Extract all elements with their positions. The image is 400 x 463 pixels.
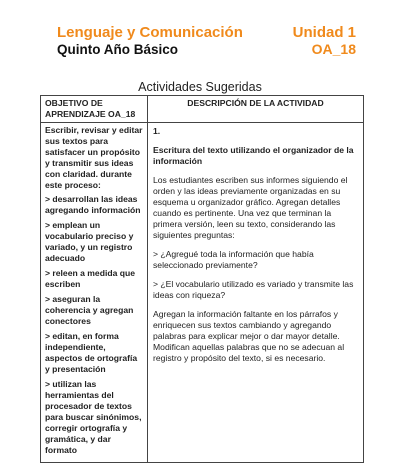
objective-item: > emplean un vocabulario preciso y variado, y un registro adecuado — [45, 220, 134, 263]
objective-intro: Escribir, revisar y editar sus textos para satisfacer un propósito y transmitir sus ideas con claridad. durante este proceso: — [45, 125, 143, 190]
activity-column-header: DESCRIPCIÓN DE LA ACTIVIDAD — [148, 96, 364, 123]
objective-column-header: OBJETIVO DE APRENDIZAJE OA_18 — [41, 96, 148, 123]
table-header-row — [41, 96, 364, 123]
objective-item: > utilizan las herramientas del procesador de textos para buscar sinónimos, corregir ortografía y gramática, y dar formato — [45, 379, 142, 455]
subject-title: Lenguaje y Comunicación — [57, 24, 243, 41]
objective-cell — [41, 123, 148, 463]
activity-question: > ¿Agregué toda la información que había seleccionado previamente? — [153, 249, 314, 270]
activity-cell — [148, 123, 364, 463]
objective-item: > aseguran la coherencia y agregan conectores — [45, 294, 134, 326]
table-row — [41, 123, 364, 463]
objective-item: > desarrollan las ideas agregando información — [45, 194, 141, 215]
header-left — [57, 24, 243, 58]
unit-label: Unidad 1 — [292, 24, 356, 41]
objective-code: OA_18 — [311, 41, 356, 57]
activity-question: > ¿El vocabulario utilizado es variado y transmite las ideas con riqueza? — [153, 279, 354, 300]
objective-item: > releen a medida que escriben — [45, 268, 136, 289]
objective-item: > editan, en forma independiente, aspectos de ortografía y presentación — [45, 331, 138, 374]
grade-label: Quinto Año Básico — [57, 42, 178, 57]
activities-table — [40, 95, 364, 463]
activity-paragraph: Los estudiantes escriben sus informes siguiendo el orden y las ideas previamente organizadas en su esquema u organizador gráfico. Agregan detalles cuando es pertinente. Una vez que terminan la primera versión, leen su texto, considerando las siguientes preguntas: — [153, 175, 348, 240]
section-title: Actividades Sugeridas — [138, 80, 262, 94]
activity-number: 1. — [153, 126, 161, 136]
activity-paragraph: Agregan la información faltante en los párrafos y enriquecen sus textos cambiando y agregando palabras para explicar mejor o dar mayor detalle. Modifican aquellas palabras que no se adecuan al registro y propósito del texto, si es necesario. — [153, 309, 345, 363]
header-right — [293, 24, 356, 58]
activity-title: Escritura del texto utilizando el organizador de la información — [153, 145, 354, 166]
